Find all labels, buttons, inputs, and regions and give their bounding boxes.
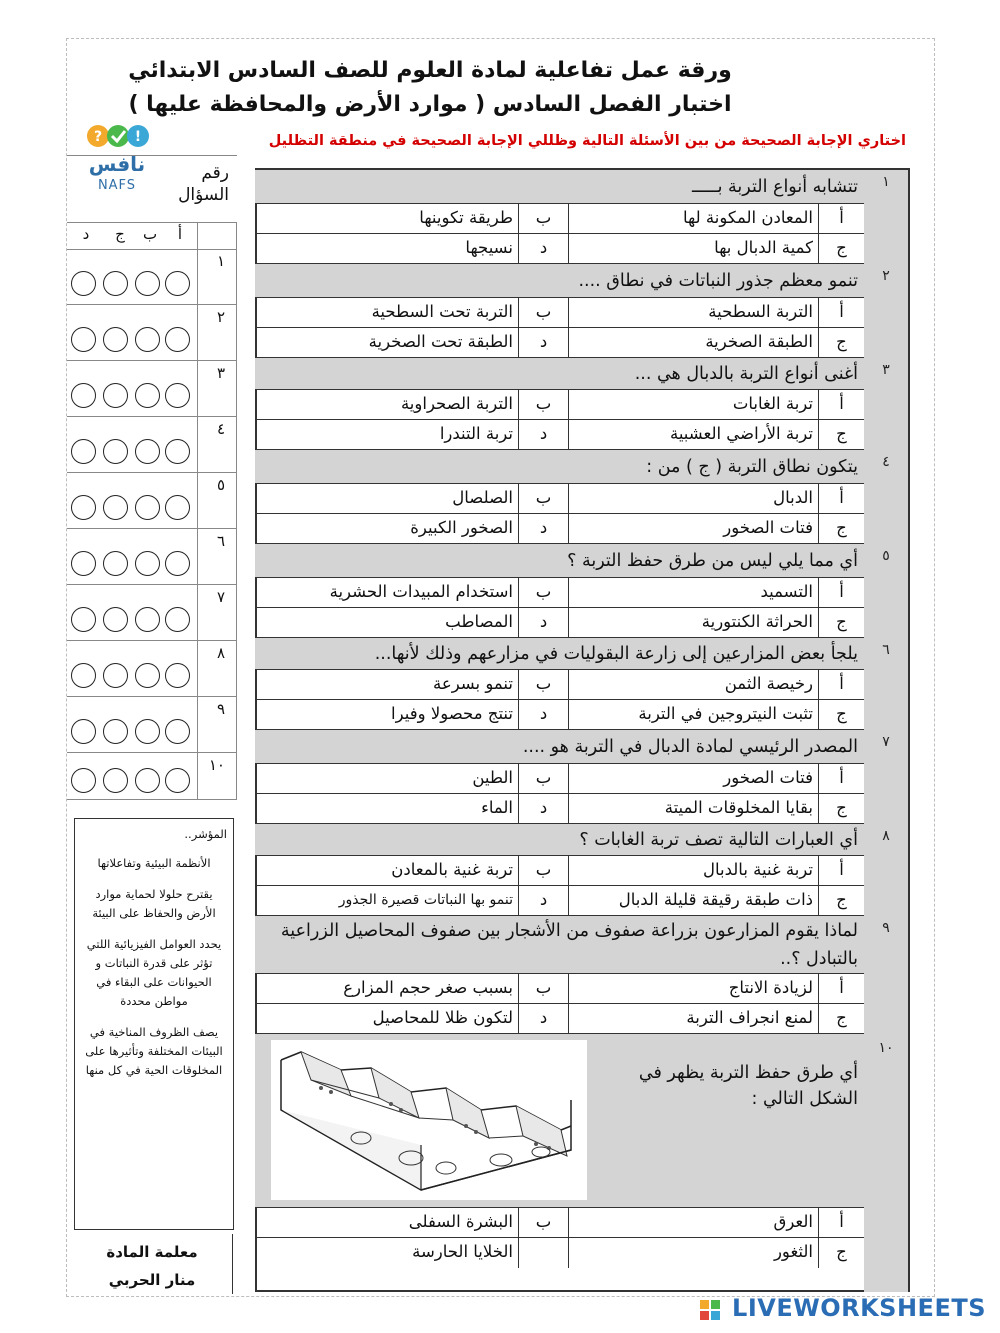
question-text: يلجأ بعض المزارعين إلى زارعة البقوليات في مزارعهم وذلك لأنها... [255,638,864,670]
option-d[interactable]: تربة التندرا [439,424,513,443]
bubble-b[interactable] [135,719,160,744]
bubble-c[interactable] [103,551,128,576]
option-row [255,856,864,886]
letter-a: أ [177,225,183,243]
option-letter: ج [818,328,864,357]
option-row [255,1004,864,1034]
option-row [255,700,864,730]
option-d[interactable]: الصخور الكبيرة [410,518,513,537]
bubble-b[interactable] [135,551,160,576]
option-letter: أ [818,856,864,885]
option-row [255,764,864,794]
option-letter: د [518,886,568,915]
option-letter: د [518,514,568,543]
option-row [255,1238,864,1268]
option-d[interactable]: المصاطب [445,612,513,631]
option-row [255,974,864,1004]
question-text: لماذا يقوم المزارعون بزراعة صفوف من الأشجار بين صفوف المحاصيل الزراعية بالتبادل ؟.. [255,916,864,974]
bubble-b[interactable] [135,383,160,408]
bubble-c[interactable] [103,327,128,352]
logo-arabic-text: نافس [88,152,146,176]
option-row [255,794,864,824]
option-c[interactable]: الثغور [568,1238,818,1268]
option-letter: ب [518,670,568,699]
indicator-item: يحدد العوامل الفيزيائية اللتي تؤثر على قدرة النباتات و الحيوانات على البقاء في مواطن محددة [86,937,222,1008]
bubble-c[interactable] [103,719,128,744]
option-letter: د [518,608,568,637]
option-a[interactable]: الدبال [568,484,818,513]
option-a[interactable]: رخيصة الثمن [568,670,818,699]
option-letter: ب [518,856,568,885]
indicator-item: الأنظمة البيئية وتفاعلاتها [97,856,211,870]
questions-table [255,168,910,1292]
option-letter: ب [518,298,568,327]
option-letter: ب [518,974,568,1003]
bubble-a[interactable] [165,327,190,352]
bubble-a[interactable] [165,768,190,793]
option-d[interactable]: تنتج محصولا وفيرا [391,704,513,723]
option-letter: أ [818,204,864,233]
bubble-d[interactable] [71,719,96,744]
option-letter-blank [518,1238,568,1268]
option-letter: د [518,700,568,729]
bubble-b[interactable] [135,271,160,296]
option-row [255,514,864,544]
question-figure-cell [255,1034,864,1208]
bubble-c[interactable] [103,383,128,408]
bubble-d[interactable] [71,768,96,793]
option-row [255,328,864,358]
option-a[interactable]: التربة السطحية [568,298,818,327]
option-a[interactable]: التسميد [568,578,818,607]
option-letter: د [518,420,568,449]
letter-b: ب [142,225,158,243]
option-letter: ج [818,886,864,915]
option-a[interactable]: العرق [568,1208,818,1237]
bubble-d[interactable] [71,439,96,464]
teacher-name: منار الحربي [108,1271,196,1289]
bubble-b[interactable] [135,663,160,688]
bubble-a[interactable] [165,607,190,632]
answer-row-6 [67,528,237,585]
answer-row-number: ٩ [216,700,225,718]
bubble-b[interactable] [135,495,160,520]
answer-row-number: ٦ [216,532,225,550]
bubble-d[interactable] [71,495,96,520]
terrace-farming-illustration [271,1040,587,1200]
option-d[interactable]: نسيجها [465,238,513,257]
bubble-b[interactable] [135,439,160,464]
option-row [255,234,864,264]
bubble-c[interactable] [103,607,128,632]
option-c[interactable]: الطبقة الصخرية [568,328,818,357]
answer-row-7 [67,584,237,641]
question-text: تنمو معظم جذور النباتات في نطاق .... [255,264,864,298]
option-c[interactable]: بقايا المخلوقات الميتة [568,794,818,823]
option-d[interactable]: الخلايا الحارسة [412,1242,513,1261]
option-letter: ج [818,514,864,543]
option-row [255,886,864,916]
liveworksheets-icon [700,1300,720,1320]
answer-row-2 [67,304,237,361]
bubble-d[interactable] [71,663,96,688]
logo-english-text: NAFS [97,178,137,193]
worksheet-title: ورقة عمل تفاعلية لمادة العلوم للصف السادس الابتدائي [128,58,732,83]
option-a[interactable]: فتات الصخور [568,764,818,793]
option-b[interactable]: استخدام المبيدات الحشرية [329,582,513,601]
question-number: ٦ [882,642,890,658]
option-letter: ب [518,390,568,419]
option-c[interactable]: تربة الأراضي العشبية [568,420,818,449]
question-text: أي العبارات التالية تصف تربة الغابات ؟ [255,824,864,856]
option-row [255,1208,864,1238]
answer-row-number: ١ [216,252,225,270]
option-a[interactable]: تربة غنية بالدبال [568,856,818,885]
question-number: ٣ [882,362,890,378]
bubble-b[interactable] [135,327,160,352]
question-number: ٧ [882,734,890,750]
option-row [255,578,864,608]
option-letter: أ [818,974,864,1003]
bubble-d[interactable] [71,383,96,408]
option-letter: ج [818,234,864,263]
option-b[interactable]: التربة تحت السطحية [371,302,513,321]
option-letter: أ [818,484,864,513]
answer-row-number: ٧ [216,588,225,606]
question-number: ١ [882,174,890,190]
answer-row-10 [67,752,237,808]
option-c[interactable]: تثبت النيتروجين في التربة [568,700,818,729]
question-number: ٨ [882,828,890,844]
answer-letters-row [67,222,237,250]
bubble-b[interactable] [135,607,160,632]
letter-d: د [82,225,90,243]
indicators-title: المؤشر.. [184,827,227,841]
answer-row-4 [67,416,237,473]
option-c[interactable]: كمية الدبال بها [568,234,818,263]
option-b[interactable]: بسبب صغر حجم المزارع [343,978,513,997]
question-number: ٤ [882,454,890,470]
question-number: ١٠ [878,1040,894,1056]
indicators-box [74,818,234,1230]
bubble-c[interactable] [103,495,128,520]
bubble-a[interactable] [165,383,190,408]
answer-row-number: ٢ [216,308,225,326]
answer-row-5 [67,472,237,529]
bubble-d[interactable] [71,327,96,352]
bubble-a[interactable] [165,551,190,576]
answer-row-number: ٨ [216,644,225,662]
bubble-c[interactable] [103,768,128,793]
bubble-a[interactable] [165,439,190,464]
bubble-c[interactable] [103,271,128,296]
option-a[interactable]: لزيادة الانتاج [568,974,818,1003]
question-number: ٥ [882,548,890,564]
bubble-a[interactable] [165,663,190,688]
answer-row-1 [67,248,237,305]
option-letter: ب [518,578,568,607]
teacher-signature [72,1238,232,1294]
option-letter: أ [818,390,864,419]
bubble-b[interactable] [135,768,160,793]
option-d[interactable]: الطبقة تحت الصخرية [368,332,513,351]
answer-row-number: ٣ [216,364,225,382]
question-number: ٢ [882,268,890,284]
bubble-d[interactable] [71,551,96,576]
answer-row-number: ٤ [216,420,225,438]
option-row [255,204,864,234]
option-letter: ج [818,1238,864,1268]
bubble-d[interactable] [71,271,96,296]
question-text: يتكون نطاق التربة ( ج ) من : [255,450,864,484]
question-text: أي مما يلي ليس من طرق حفظ التربة ؟ [255,544,864,578]
question-number: ٩ [882,920,890,936]
option-letter: ج [818,608,864,637]
option-c[interactable]: الحراثة الكنتورية [568,608,818,637]
option-d[interactable]: الماء [481,798,513,817]
indicator-item: يقترح حلولا لحماية موارد الأرض والحفاظ على البيئة [92,887,216,920]
option-b[interactable]: الصلصال [452,488,513,507]
option-letter: د [518,234,568,263]
option-a[interactable]: تربة الغابات [568,390,818,419]
option-row [255,420,864,450]
question-text: تتشابه أنواع التربة بـــــ [255,170,864,204]
option-b[interactable]: الطين [472,768,513,787]
option-row [255,390,864,420]
option-b[interactable]: تربة غنية بالمعادن [391,860,513,879]
option-c[interactable]: فتات الصخور [568,514,818,543]
option-row [255,298,864,328]
option-b[interactable]: التربة الصحراوية [400,394,513,413]
option-row [255,608,864,638]
exam-title: اختبار الفصل السادس ( موارد الأرض والمحافظة عليها ) [128,92,732,117]
option-letter: أ [818,1208,864,1237]
bubble-a[interactable] [165,271,190,296]
answer-row-number: ١٠ [208,756,225,774]
teacher-label: معلمة المادة [106,1243,198,1261]
option-letter: ج [818,700,864,729]
option-b[interactable]: البشرة السفلى [408,1212,513,1231]
question-text: أغنى أنواع التربة بالدبال هي ... [255,358,864,390]
bubble-a[interactable] [165,719,190,744]
option-c[interactable]: لمنع انجراف التربة [568,1004,818,1033]
svg-text:!: ! [134,129,142,145]
letter-c: ج [115,225,125,243]
option-a[interactable]: المعادن المكونة لها [568,204,818,233]
answer-row-number: ٥ [216,476,225,494]
question-text: المصدر الرئيسي لمادة الدبال في التربة هو .... [255,730,864,764]
option-b[interactable]: طريقة تكوينها [419,208,513,227]
option-letter: د [518,328,568,357]
liveworksheets-logo: LIVEWORKSHEETS [732,1294,986,1322]
option-c[interactable]: ذات طبقة رقيقة قليلة الدبال [568,886,818,915]
option-letter: ب [518,764,568,793]
answer-sheet [67,155,237,800]
option-d[interactable]: تنمو بها النباتات قصيرة الجذور [338,892,513,908]
option-row [255,484,864,514]
option-letter: د [518,794,568,823]
bubble-c[interactable] [103,663,128,688]
option-letter: أ [818,578,864,607]
svg-text:?: ? [93,129,103,145]
option-letter: أ [818,670,864,699]
option-letter: ب [518,484,568,513]
option-letter: ج [818,1004,864,1033]
answer-row-3 [67,360,237,417]
bubble-a[interactable] [165,495,190,520]
question-text: أي طرق حفظ التربة يظهر في الشكل التالي : [638,1063,858,1109]
option-letter: ب [518,204,568,233]
option-letter: أ [818,764,864,793]
indicator-item: يصف الظروف المناخية في البيئات المختلفة وتأثيرها على المخلوقات الحية في كل منها [85,1025,223,1077]
question-number-header: رقم السؤال [178,163,229,205]
option-letter: ج [818,420,864,449]
option-letter: أ [818,298,864,327]
option-row [255,670,864,700]
option-b[interactable]: تنمو بسرعة [433,674,513,693]
option-d[interactable]: لتكون ظلا للمحاصيل [372,1008,513,1027]
answer-row-9 [67,696,237,753]
bubble-d[interactable] [71,607,96,632]
bubble-c[interactable] [103,439,128,464]
option-letter: ج [818,794,864,823]
option-letter: ب [518,1208,568,1237]
instruction-text: اختاري الإجابة الصحيحة من بين الأسئلة التالية وظللي الإجابة الصحيحة في منطقة التظليل [268,133,906,149]
nafs-bubbles-icon [84,122,154,150]
option-letter: د [518,1004,568,1033]
answer-row-8 [67,640,237,697]
